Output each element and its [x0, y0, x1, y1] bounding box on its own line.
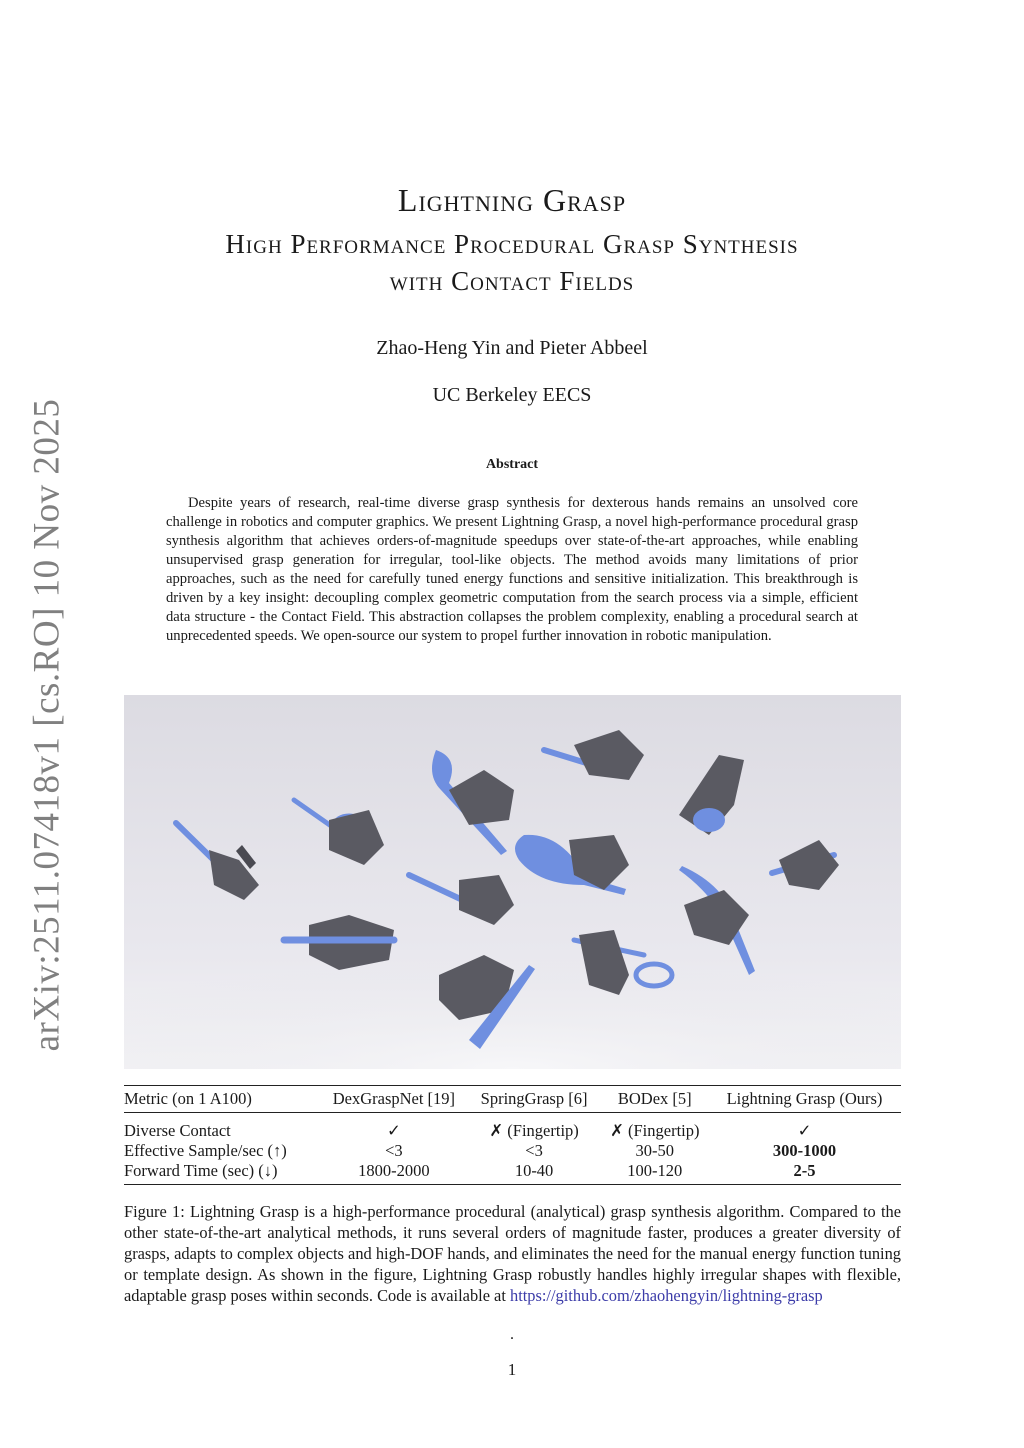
code-link[interactable]: https://github.com/zhaohengyin/lightning-grasp — [510, 1286, 823, 1305]
title-subtitle-line1: High Performance Procedural Grasp Synthesis — [225, 229, 799, 259]
table-cell: 30-50 — [635, 1141, 675, 1160]
table-cell: <3 — [525, 1141, 543, 1160]
figure-caption — [124, 1201, 901, 1306]
table-cell: 100-120 — [602, 1161, 712, 1185]
table-header: SpringGrasp [6] — [471, 1086, 602, 1113]
table-cell: 2-5 — [712, 1161, 901, 1185]
table-cell: 10-40 — [471, 1161, 602, 1185]
arxiv-identifier: arXiv:2511.07418v1 [cs.RO] 10 Nov 2025 — [26, 398, 68, 1052]
table-header: BODex [5] — [602, 1086, 712, 1113]
table-cell: ✗ (Fingertip) — [489, 1121, 579, 1140]
table-header: Lightning Grasp (Ours) — [712, 1086, 901, 1113]
caption-text: Figure 1: Lightning Grasp is a high-performance procedural (analytical) grasp synthesis algorithm. Compared to the other state-of-the-art analytical methods, it runs several orders of magnitude faster, produces a greater diversity of grasps, adapts to complex objects and high-DOF hands, and eliminates the need for the manual energy function tuning or template design. As shown in the figure, Lightning Grasp robustly handles highly irregular shapes with flexible, adaptable grasp poses within seconds. Code is available at — [124, 1202, 901, 1305]
table-row — [124, 1113, 901, 1142]
table-cell: ✗ (Fingertip) — [610, 1121, 700, 1140]
abstract-body: Despite years of research, real-time diverse grasp synthesis for dexterous hands remains an unsolved core challenge in robotics and computer graphics. We present Lightning Grasp, a novel high-performance procedural grasp synthesis algorithm that achieves orders-of-magnitude speedups over state-of-the-art approaches, while enabling unsupervised grasp generation for irregular, tool-like objects. The method avoids many limitations of prior approaches, such as the need for carefully tuned energy functions and sensitive initialization. This breakthrough is driven by a key insight: decoupling complex geometric computation from the search process via a simple, efficient data structure - the Contact Field. This abstraction collapses the problem complexity, enabling a procedural search at unprecedented speeds. We open-source our system to propel further innovation in robotic manipulation. — [166, 495, 858, 644]
comparison-table — [124, 1085, 901, 1185]
affiliation: UC Berkeley EECS — [432, 384, 592, 406]
grasp-render-illustration — [124, 695, 901, 1069]
page-number: 1 — [507, 1360, 517, 1379]
table-header: DexGraspNet [19] — [321, 1086, 470, 1113]
table-header: Metric (on 1 A100) — [124, 1086, 321, 1113]
table-cell: ✓ — [386, 1121, 401, 1140]
table-cell: Diverse Contact — [124, 1121, 231, 1140]
table-cell: Forward Time (sec) (↓) — [124, 1161, 321, 1185]
table-row — [124, 1161, 901, 1185]
trailing-dot: . — [510, 1326, 514, 1343]
title-subtitle-line2: with Contact Fields — [389, 266, 635, 296]
table-cell: 300-1000 — [772, 1141, 837, 1160]
abstract-heading: Abstract — [485, 457, 539, 472]
table-cell: <3 — [385, 1141, 403, 1160]
teaser-figure — [124, 695, 901, 1069]
table-cell: Effective Sample/sec (↑) — [124, 1141, 287, 1160]
table-row — [124, 1141, 901, 1161]
table-header-row — [124, 1086, 901, 1113]
table-cell: 1800-2000 — [321, 1161, 470, 1185]
table-cell: ✓ — [797, 1121, 812, 1140]
title-main: Lightning Grasp — [397, 182, 627, 218]
authors: Zhao-Heng Yin and Pieter Abbeel — [376, 337, 648, 359]
paper-title — [0, 182, 1024, 297]
